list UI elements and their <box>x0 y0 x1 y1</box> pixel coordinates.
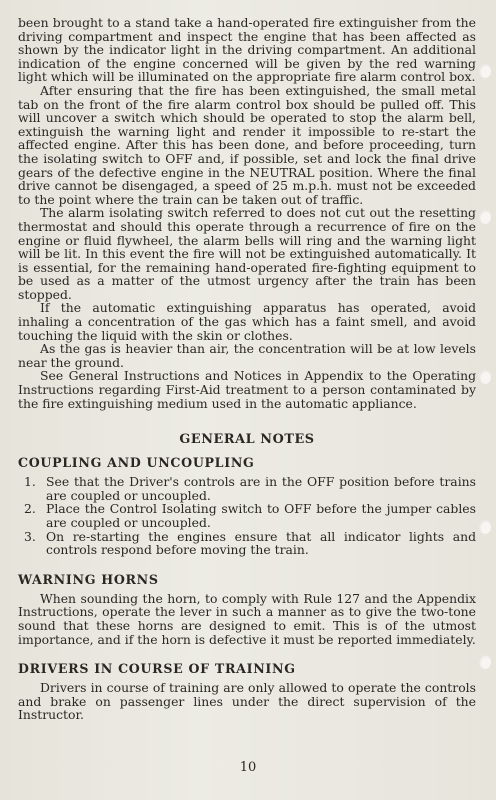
binder-hole <box>479 64 491 78</box>
list-text: On re-starting the engines ensure that all indicator lights and controls respond before moving the train. <box>46 528 476 558</box>
list-item <box>24 502 476 529</box>
binder-hole <box>479 210 491 224</box>
section-title: GENERAL NOTES <box>179 432 315 448</box>
body-paragraph: been brought to a stand take a hand-operated fire extinguisher from the driving compartment and inspect the engine that has been affected as shown by the indicator light in the driving compartment. An additional indication of the engine concerned will be given by the red warning light which will be illuminated on the appropriate fire alarm control box. <box>18 15 476 85</box>
list-item <box>24 475 476 502</box>
training-paragraph: Drivers in course of training are only allowed to operate the controls and brake on passenger lines under the direct supervision of the Instructor. <box>18 680 476 723</box>
training-heading: DRIVERS IN COURSE OF TRAINING <box>18 661 296 677</box>
body-paragraph: After ensuring that the fire has been extinguished, the small metal tab on the front of the fire alarm control box should be pulled off. This will uncover a switch which should be operated to stop the alarm bell, extinguish the warning light and render it impossible to re-start the affected engine. After this has been done, and before proceeding, turn the isolating switch to OFF and, if possible, set and lock the final drive gears of the defective engine in the NEUTRAL position. Where the final drive cannot be disengaged, a speed of 25 m.p.h. must not be exceeded to the point where the train can be taken out of traffic. <box>18 82 476 207</box>
body-paragraph: If the automatic extinguishing apparatus has operated, avoid inhaling a concentration of the gas which has a faint smell, and avoid touching the liquid with the skin or clothes. <box>18 300 476 343</box>
horns-heading: WARNING HORNS <box>18 571 159 587</box>
list-number: 2. <box>24 501 36 517</box>
coupling-heading: COUPLING AND UNCOUPLING <box>18 455 255 471</box>
horns-paragraph: When sounding the horn, to comply with Rule 127 and the Appendix Instructions, operate the lever in such a manner as to give the two-tone sound that these horns are designed to emit. This is of the utmost importance, and if the horn is defective it must be reported immediately. <box>18 590 476 647</box>
binder-hole <box>479 370 491 384</box>
list-number: 1. <box>24 474 36 490</box>
page-number: 10 <box>239 760 257 775</box>
body-paragraph: As the gas is heavier than air, the concentration will be at low levels near the ground. <box>18 341 476 370</box>
list-number: 3. <box>24 528 36 544</box>
binder-hole <box>479 655 491 669</box>
coupling-list <box>18 475 476 557</box>
body-paragraph: See General Instructions and Notices in Appendix to the Operating Instructions regarding First-Aid treatment to a person contaminated by the fire extinguishing medium used in the automatic appliance. <box>18 368 476 411</box>
list-item <box>24 530 476 557</box>
list-text: See that the Driver's controls are in the OFF position before trains are coupled or uncoupled. <box>46 474 476 503</box>
binder-hole <box>479 520 491 534</box>
body-paragraph: The alarm isolating switch referred to does not cut out the resetting thermostat and should this operate through a recurrence of fire on the engine or fluid flywheel, the alarm bells will ring and the warning light will be lit. In this event the fire will not be extinguished automatically. It is essential, for the remaining hand-operated fire-fighting equipment to be used as a matter of the utmost urgency after the train has been stopped. <box>18 205 476 302</box>
list-text: Place the Control Isolating switch to OFF before the jumper cables are coupled or uncoupled. <box>46 501 476 530</box>
